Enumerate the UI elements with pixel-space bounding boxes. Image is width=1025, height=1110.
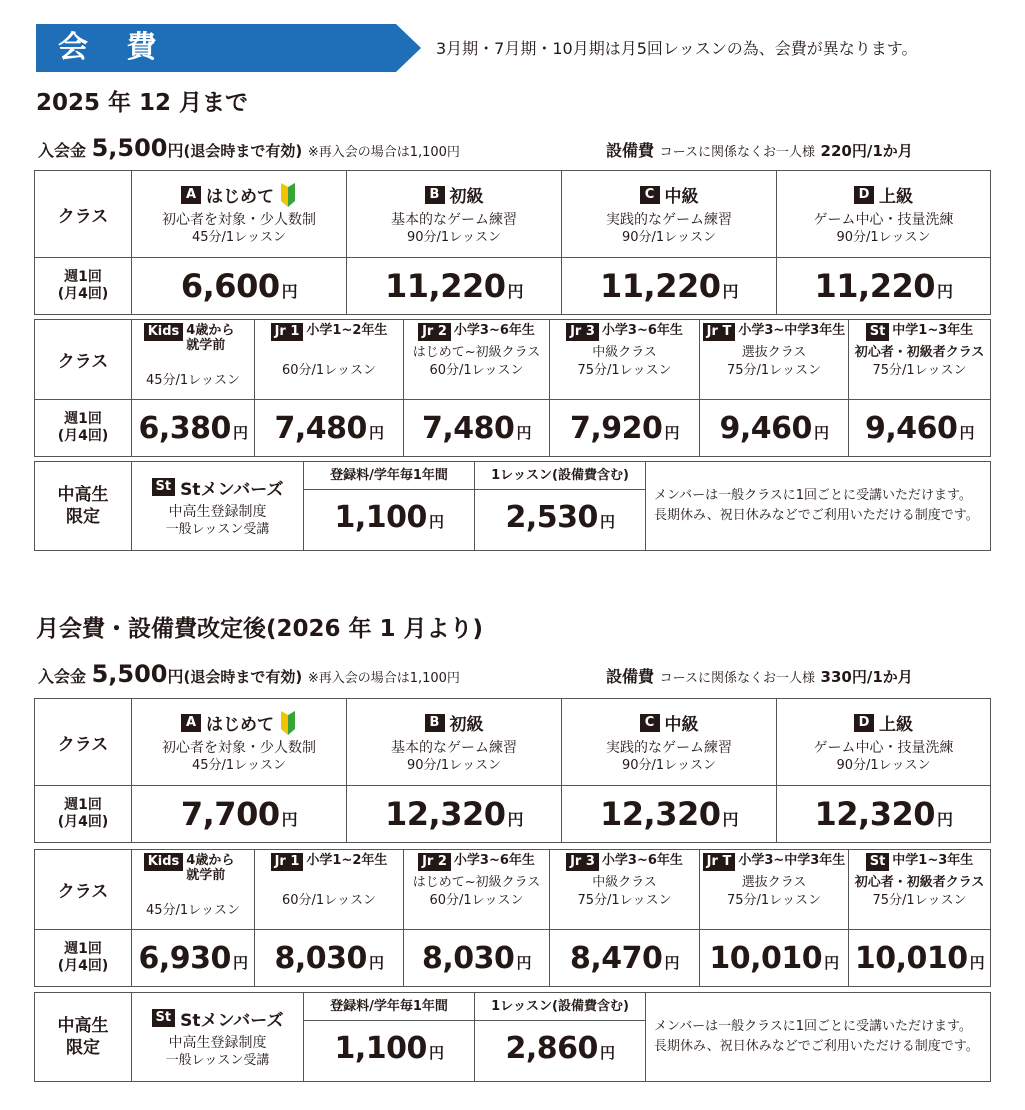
junior-class-cell xyxy=(132,320,255,400)
price-value: 9,460 xyxy=(719,410,812,446)
members-table xyxy=(34,992,991,1082)
class-duration: 90分/1レッスン xyxy=(621,230,717,245)
reentry-note: ※再入会の場合は1,100円 xyxy=(307,671,460,686)
class-duration: 75分/1レッスン xyxy=(726,893,822,908)
class-description: 基本的なゲーム練習 xyxy=(391,212,517,228)
registration-fee-label: 登録料/学年毎1年間 xyxy=(304,462,474,490)
members-sublabel: 限定 xyxy=(66,1038,100,1058)
members-desc-2: 一般レッスン受講 xyxy=(165,1052,270,1068)
frequency-label: 週1回 xyxy=(64,941,102,957)
registration-fee-cell xyxy=(304,993,475,1082)
class-title: 小学1~2年生 xyxy=(306,853,388,868)
class-badge: B xyxy=(425,186,445,204)
class-badge: D xyxy=(854,714,874,732)
class-price xyxy=(404,930,550,987)
entry-fee-label: 入会金 xyxy=(38,667,87,686)
members-name-cell xyxy=(132,993,304,1082)
frequency-label: 週1回 xyxy=(64,411,102,427)
class-description: 基本的なゲーム練習 xyxy=(391,740,517,756)
price-yen: 円 xyxy=(599,1044,615,1062)
class-title: 中学1~3年生 xyxy=(892,853,974,868)
class-description: ゲーム中心・技量洗練 xyxy=(813,212,954,228)
entry-fee-line xyxy=(38,134,460,162)
header-note: 3月期・7月期・10月期は月5回レッスンの為、会費が異なります。 xyxy=(436,39,918,58)
price-value: 9,460 xyxy=(865,410,958,446)
class-description: はじめて~初級クラス xyxy=(412,875,541,890)
junior-class-cell xyxy=(404,850,550,930)
class-title: 上級 xyxy=(879,187,913,207)
junior-class-cell xyxy=(404,320,550,400)
class-price xyxy=(700,930,849,987)
junior-class-cell xyxy=(700,850,849,930)
class-duration: 60分/1レッスン xyxy=(429,893,524,908)
class-duration: 90分/1レッスン xyxy=(621,758,717,773)
class-duration: 90分/1レッスン xyxy=(406,230,502,245)
price-yen: 円 xyxy=(664,953,679,972)
junior-class-cell xyxy=(700,320,849,400)
class-title: 中級 xyxy=(664,187,699,207)
price-yen: 円 xyxy=(813,423,829,442)
junior-class-cell xyxy=(550,320,700,400)
general-class-cell xyxy=(132,699,347,786)
class-badge: Jr 3 xyxy=(566,853,599,871)
class-price xyxy=(550,400,700,457)
class-name xyxy=(255,323,403,341)
lesson-fee-price xyxy=(475,1021,645,1081)
members-label: 中高生 xyxy=(57,485,109,505)
members-title: Stメンバーズ xyxy=(180,1010,284,1031)
price-value: 11,220 xyxy=(385,267,506,305)
class-price xyxy=(132,930,255,987)
price-yen: 円 xyxy=(936,282,953,301)
general-class-cell xyxy=(347,699,562,786)
class-name xyxy=(777,182,990,207)
class-description xyxy=(255,344,403,361)
price-yen: 円 xyxy=(428,513,444,531)
price-yen: 円 xyxy=(959,423,974,442)
junior-class-cell xyxy=(849,850,991,930)
price-yen: 円 xyxy=(428,1044,444,1062)
members-badge: St xyxy=(152,1009,176,1027)
class-row-header: クラス xyxy=(35,699,132,786)
price-value: 1,100 xyxy=(334,500,427,535)
class-row-header: クラス xyxy=(35,850,132,930)
class-price xyxy=(849,930,991,987)
equipment-fee-amount: 330円/1か月 xyxy=(820,668,913,686)
class-duration: 75分/1レッスン xyxy=(872,363,967,378)
general-class-cell xyxy=(777,699,991,786)
frequency-sublabel: (月4回) xyxy=(57,958,109,974)
class-title: 4歳から就学前 xyxy=(186,853,235,883)
general-class-cell xyxy=(132,171,347,258)
class-price xyxy=(132,786,347,843)
class-duration: 75分/1レッスン xyxy=(872,893,967,908)
class-description: 中級クラス xyxy=(592,345,657,360)
general-class-cell xyxy=(562,699,777,786)
lesson-fee-cell xyxy=(475,993,646,1082)
class-name xyxy=(700,323,848,341)
class-badge: Jr 1 xyxy=(271,853,304,871)
price-value: 6,600 xyxy=(180,267,280,305)
class-description: 初心者を対象・少人数制 xyxy=(162,740,316,756)
price-value: 12,320 xyxy=(600,795,721,833)
class-description: はじめて~初級クラス xyxy=(412,345,541,360)
registration-fee-cell xyxy=(304,462,475,551)
price-yen: 円 xyxy=(516,953,531,972)
price-yen: 円 xyxy=(368,953,384,972)
class-row xyxy=(35,699,991,786)
class-badge: Jr T xyxy=(703,853,736,871)
section-title: 2025 年 12 月まで xyxy=(36,90,249,116)
price-value: 8,470 xyxy=(570,940,663,976)
price-value: 7,700 xyxy=(180,795,280,833)
general-class-cell xyxy=(777,171,991,258)
price-value: 7,920 xyxy=(570,410,663,446)
class-title: 小学3~6年生 xyxy=(453,323,535,338)
equipment-fee-line xyxy=(606,664,913,687)
members-row-header xyxy=(35,462,132,551)
class-duration: 45分/1レッスン xyxy=(145,373,241,388)
class-title: 4歳から就学前 xyxy=(186,323,235,353)
class-duration: 60分/1レッスン xyxy=(281,363,377,378)
class-name xyxy=(849,323,990,341)
reentry-note: ※再入会の場合は1,100円 xyxy=(307,145,460,160)
class-badge: Jr 2 xyxy=(418,323,451,341)
class-description: 選抜クラス xyxy=(741,875,807,890)
class-title: 小学3~6年生 xyxy=(453,853,535,868)
class-name xyxy=(347,710,561,735)
class-badge: Kids xyxy=(144,323,184,341)
class-title: 中学1~3年生 xyxy=(892,323,974,338)
price-value: 11,220 xyxy=(814,267,935,305)
class-name xyxy=(562,182,776,207)
price-yen: 円 xyxy=(232,423,248,442)
frequency-sublabel: (月4回) xyxy=(57,814,109,830)
entry-fee-yen: 円 xyxy=(167,667,184,686)
class-duration: 75分/1レッスン xyxy=(577,363,672,378)
junior-class-cell xyxy=(132,850,255,930)
class-name xyxy=(404,853,549,871)
entry-fee-note: (退会時まで有効) xyxy=(183,142,303,160)
price-value: 10,010 xyxy=(709,940,823,976)
price-row xyxy=(35,400,991,457)
header-title: 会 費 xyxy=(58,30,171,65)
frequency-sublabel: (月4回) xyxy=(57,286,109,302)
class-name xyxy=(132,323,254,353)
class-badge: A xyxy=(181,186,201,204)
entry-fee-yen: 円 xyxy=(167,141,184,160)
class-price xyxy=(255,400,404,457)
class-price xyxy=(132,400,255,457)
price-value: 1,100 xyxy=(334,1031,427,1066)
class-title: 小学3~中学3年生 xyxy=(738,853,846,868)
class-price xyxy=(347,786,562,843)
beginner-mark-icon xyxy=(279,183,297,207)
frequency-header xyxy=(35,930,132,987)
price-yen: 円 xyxy=(664,423,679,442)
general-class-cell xyxy=(562,171,777,258)
price-yen: 円 xyxy=(722,810,738,829)
class-row xyxy=(35,171,991,258)
class-badge: C xyxy=(640,186,660,204)
class-title: 小学3~中学3年生 xyxy=(738,323,846,338)
class-row xyxy=(35,320,991,400)
class-price xyxy=(700,400,849,457)
general-class-cell xyxy=(347,171,562,258)
class-name xyxy=(132,853,254,883)
lesson-fee-cell xyxy=(475,462,646,551)
entry-fee-amount: 5,500 xyxy=(91,134,168,162)
entry-fee-amount: 5,500 xyxy=(91,660,168,688)
price-yen: 円 xyxy=(281,282,298,301)
equipment-fee-amount: 220円/1か月 xyxy=(820,142,913,160)
entry-fee-note: (退会時まで有効) xyxy=(183,668,303,686)
price-row xyxy=(35,786,991,843)
lesson-fee-label: 1レッスン(設備費含む) xyxy=(475,993,645,1021)
junior-class-table xyxy=(34,849,991,987)
class-title: 小学3~6年生 xyxy=(601,853,683,868)
class-description: 初心者・初級者クラス xyxy=(854,345,985,360)
class-price xyxy=(404,400,550,457)
class-description: ゲーム中心・技量洗練 xyxy=(813,740,954,756)
class-duration: 90分/1レッスン xyxy=(406,758,502,773)
class-price xyxy=(255,930,404,987)
junior-class-cell xyxy=(849,320,991,400)
class-description xyxy=(255,874,403,891)
members-explanation: メンバーは一般クラスに1回ごとに受講いただけます。長期休み、祝日休みなどでご利用いただける制度です。 xyxy=(646,993,991,1082)
class-duration: 90分/1レッスン xyxy=(836,758,931,773)
class-name xyxy=(700,853,848,871)
price-yen: 円 xyxy=(232,953,248,972)
class-name xyxy=(132,182,346,207)
price-value: 8,030 xyxy=(422,940,515,976)
price-value: 2,530 xyxy=(505,500,598,535)
equipment-fee-label: 設備費 xyxy=(606,141,655,160)
class-name xyxy=(347,182,561,207)
registration-fee-price xyxy=(304,490,474,550)
registration-fee-label: 登録料/学年毎1年間 xyxy=(304,993,474,1021)
price-yen: 円 xyxy=(368,423,384,442)
members-title: Stメンバーズ xyxy=(180,479,284,500)
class-badge: Jr T xyxy=(703,323,736,341)
price-yen: 円 xyxy=(599,513,615,531)
class-description: 初心者・初級者クラス xyxy=(854,875,985,890)
class-price xyxy=(849,400,991,457)
class-duration: 60分/1レッスン xyxy=(429,363,524,378)
price-value: 7,480 xyxy=(422,410,515,446)
class-badge: Jr 3 xyxy=(566,323,599,341)
class-row-header: クラス xyxy=(35,171,132,258)
members-sublabel: 限定 xyxy=(66,507,100,527)
header-band xyxy=(36,24,421,72)
price-yen: 円 xyxy=(969,953,985,972)
frequency-label: 週1回 xyxy=(64,797,102,813)
price-yen: 円 xyxy=(507,810,523,829)
members-row-header xyxy=(35,993,132,1082)
class-badge: C xyxy=(640,714,660,732)
members-desc: 中高生登録制度 xyxy=(168,503,267,520)
class-name xyxy=(777,710,990,735)
junior-class-table xyxy=(34,319,991,457)
frequency-header xyxy=(35,258,132,315)
class-price xyxy=(777,786,991,843)
class-description: 実践的なゲーム練習 xyxy=(606,212,732,228)
frequency-header xyxy=(35,786,132,843)
price-yen: 円 xyxy=(516,423,531,442)
class-duration: 75分/1レッスン xyxy=(726,363,822,378)
class-description xyxy=(132,883,254,900)
class-title: はじめて xyxy=(206,715,274,735)
class-price xyxy=(562,258,777,315)
class-description: 中級クラス xyxy=(592,875,657,890)
junior-class-cell xyxy=(550,850,700,930)
section-title: 月会費・設備費改定後(2026 年 1 月より) xyxy=(36,616,484,642)
class-description: 実践的なゲーム練習 xyxy=(606,740,732,756)
class-price xyxy=(132,258,347,315)
beginner-mark-icon xyxy=(279,711,297,735)
price-row xyxy=(35,930,991,987)
class-price xyxy=(347,258,562,315)
class-duration: 60分/1レッスン xyxy=(281,893,377,908)
class-badge: Jr 1 xyxy=(271,323,304,341)
price-yen: 円 xyxy=(824,953,839,972)
class-badge: Kids xyxy=(144,853,184,871)
class-title: 上級 xyxy=(879,715,913,735)
price-value: 7,480 xyxy=(274,410,367,446)
members-name xyxy=(132,1006,303,1031)
frequency-sublabel: (月4回) xyxy=(57,428,109,444)
price-value: 11,220 xyxy=(600,267,721,305)
class-title: 初級 xyxy=(449,715,484,735)
general-class-table xyxy=(34,698,991,843)
class-duration: 90分/1レッスン xyxy=(836,230,931,245)
class-duration: 75分/1レッスン xyxy=(577,893,672,908)
class-price xyxy=(562,786,777,843)
price-row xyxy=(35,258,991,315)
price-value: 10,010 xyxy=(854,940,968,976)
entry-fee-line xyxy=(38,660,460,688)
price-value: 2,860 xyxy=(505,1031,598,1066)
class-name xyxy=(255,853,403,871)
class-duration: 45分/1レッスン xyxy=(145,903,241,918)
members-desc-2: 一般レッスン受講 xyxy=(165,521,270,537)
price-value: 6,380 xyxy=(138,410,231,446)
class-badge: St xyxy=(866,853,890,871)
class-title: 小学3~6年生 xyxy=(601,323,683,338)
class-name xyxy=(132,710,346,735)
class-duration: 45分/1レッスン xyxy=(191,758,287,773)
class-duration: 45分/1レッスン xyxy=(191,230,287,245)
general-class-table xyxy=(34,170,991,315)
class-badge: Jr 2 xyxy=(418,853,451,871)
frequency-label: 週1回 xyxy=(64,269,102,285)
price-yen: 円 xyxy=(936,810,953,829)
class-price xyxy=(550,930,700,987)
members-explanation: メンバーは一般クラスに1回ごとに受講いただけます。長期休み、祝日休みなどでご利用いただける制度です。 xyxy=(646,462,991,551)
class-title: 中級 xyxy=(664,715,699,735)
lesson-fee-price xyxy=(475,490,645,550)
class-description: 選抜クラス xyxy=(741,345,807,360)
price-value: 12,320 xyxy=(814,795,935,833)
lesson-fee-label: 1レッスン(設備費含む) xyxy=(475,462,645,490)
price-value: 6,930 xyxy=(138,940,231,976)
equipment-fee-line xyxy=(606,138,913,161)
class-badge: St xyxy=(866,323,890,341)
class-title: 初級 xyxy=(449,187,484,207)
class-name xyxy=(404,323,549,341)
price-yen: 円 xyxy=(722,282,738,301)
equipment-fee-note: コースに関係なくお一人様 xyxy=(659,145,815,160)
members-desc: 中高生登録制度 xyxy=(168,1034,267,1051)
entry-fee-label: 入会金 xyxy=(38,141,87,160)
class-name xyxy=(562,710,776,735)
junior-class-cell xyxy=(255,320,404,400)
class-name xyxy=(550,323,699,341)
class-description: 初心者を対象・少人数制 xyxy=(162,212,316,228)
class-row xyxy=(35,850,991,930)
members-table xyxy=(34,461,991,551)
members-name-cell xyxy=(132,462,304,551)
members-name xyxy=(132,475,303,500)
class-badge: B xyxy=(425,714,445,732)
members-row xyxy=(35,993,991,1082)
class-description xyxy=(132,353,254,370)
price-yen: 円 xyxy=(281,810,298,829)
junior-class-cell xyxy=(255,850,404,930)
members-badge: St xyxy=(152,478,176,496)
class-badge: D xyxy=(854,186,874,204)
class-row-header: クラス xyxy=(35,320,132,400)
members-row xyxy=(35,462,991,551)
class-name xyxy=(550,853,699,871)
class-name xyxy=(849,853,990,871)
price-value: 12,320 xyxy=(385,795,506,833)
equipment-fee-note: コースに関係なくお一人様 xyxy=(659,671,815,686)
price-value: 8,030 xyxy=(274,940,367,976)
class-badge: A xyxy=(181,714,201,732)
class-title: 小学1~2年生 xyxy=(306,323,388,338)
class-title: はじめて xyxy=(206,187,274,207)
members-label: 中高生 xyxy=(57,1016,109,1036)
class-price xyxy=(777,258,991,315)
price-yen: 円 xyxy=(507,282,523,301)
frequency-header xyxy=(35,400,132,457)
equipment-fee-label: 設備費 xyxy=(606,667,655,686)
registration-fee-price xyxy=(304,1021,474,1081)
